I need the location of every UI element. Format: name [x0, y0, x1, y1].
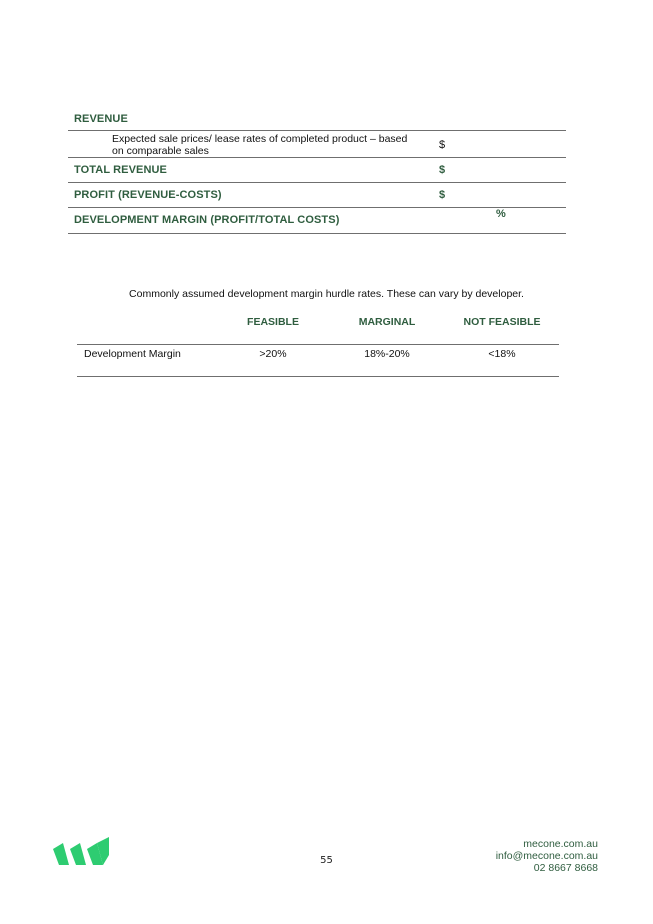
row-label-development-margin: Development Margin	[84, 348, 181, 360]
value-not-feasible: <18%	[488, 348, 516, 360]
divider	[68, 233, 566, 234]
revenue-row-unit: $	[439, 139, 446, 151]
revenue-row-label: Expected sale prices/ lease rates of completed product – based on comparable sales	[112, 133, 408, 157]
divider	[68, 207, 566, 208]
total-revenue-label: TOTAL REVENUE	[74, 164, 167, 176]
phone-number: 02 8667 8668	[533, 862, 598, 874]
total-revenue-unit: $	[439, 164, 446, 176]
hurdle-table-caption: Commonly assumed development margin hurdle rates. These can vary by developer.	[129, 288, 524, 300]
divider	[77, 344, 559, 345]
profit-unit: $	[439, 189, 446, 201]
value-feasible: >20%	[259, 348, 287, 360]
divider	[77, 376, 559, 377]
divider	[68, 157, 566, 158]
development-margin-label: DEVELOPMENT MARGIN (PROFIT/TOTAL COSTS)	[74, 214, 340, 226]
divider	[68, 130, 566, 131]
value-marginal: 18%-20%	[364, 348, 410, 360]
page-number: 55	[320, 855, 333, 866]
website-link[interactable]: mecone.com.au	[523, 838, 598, 850]
revenue-heading: REVENUE	[74, 113, 128, 125]
profit-label: PROFIT (REVENUE-COSTS)	[74, 189, 222, 201]
development-margin-unit: %	[496, 208, 506, 220]
header-marginal: MARGINAL	[358, 316, 416, 328]
footer-contact	[496, 838, 598, 874]
email-link[interactable]: info@mecone.com.au	[495, 850, 598, 862]
header-feasible: FEASIBLE	[247, 316, 299, 328]
header-not-feasible: NOT FEASIBLE	[463, 316, 541, 328]
divider	[68, 182, 566, 183]
